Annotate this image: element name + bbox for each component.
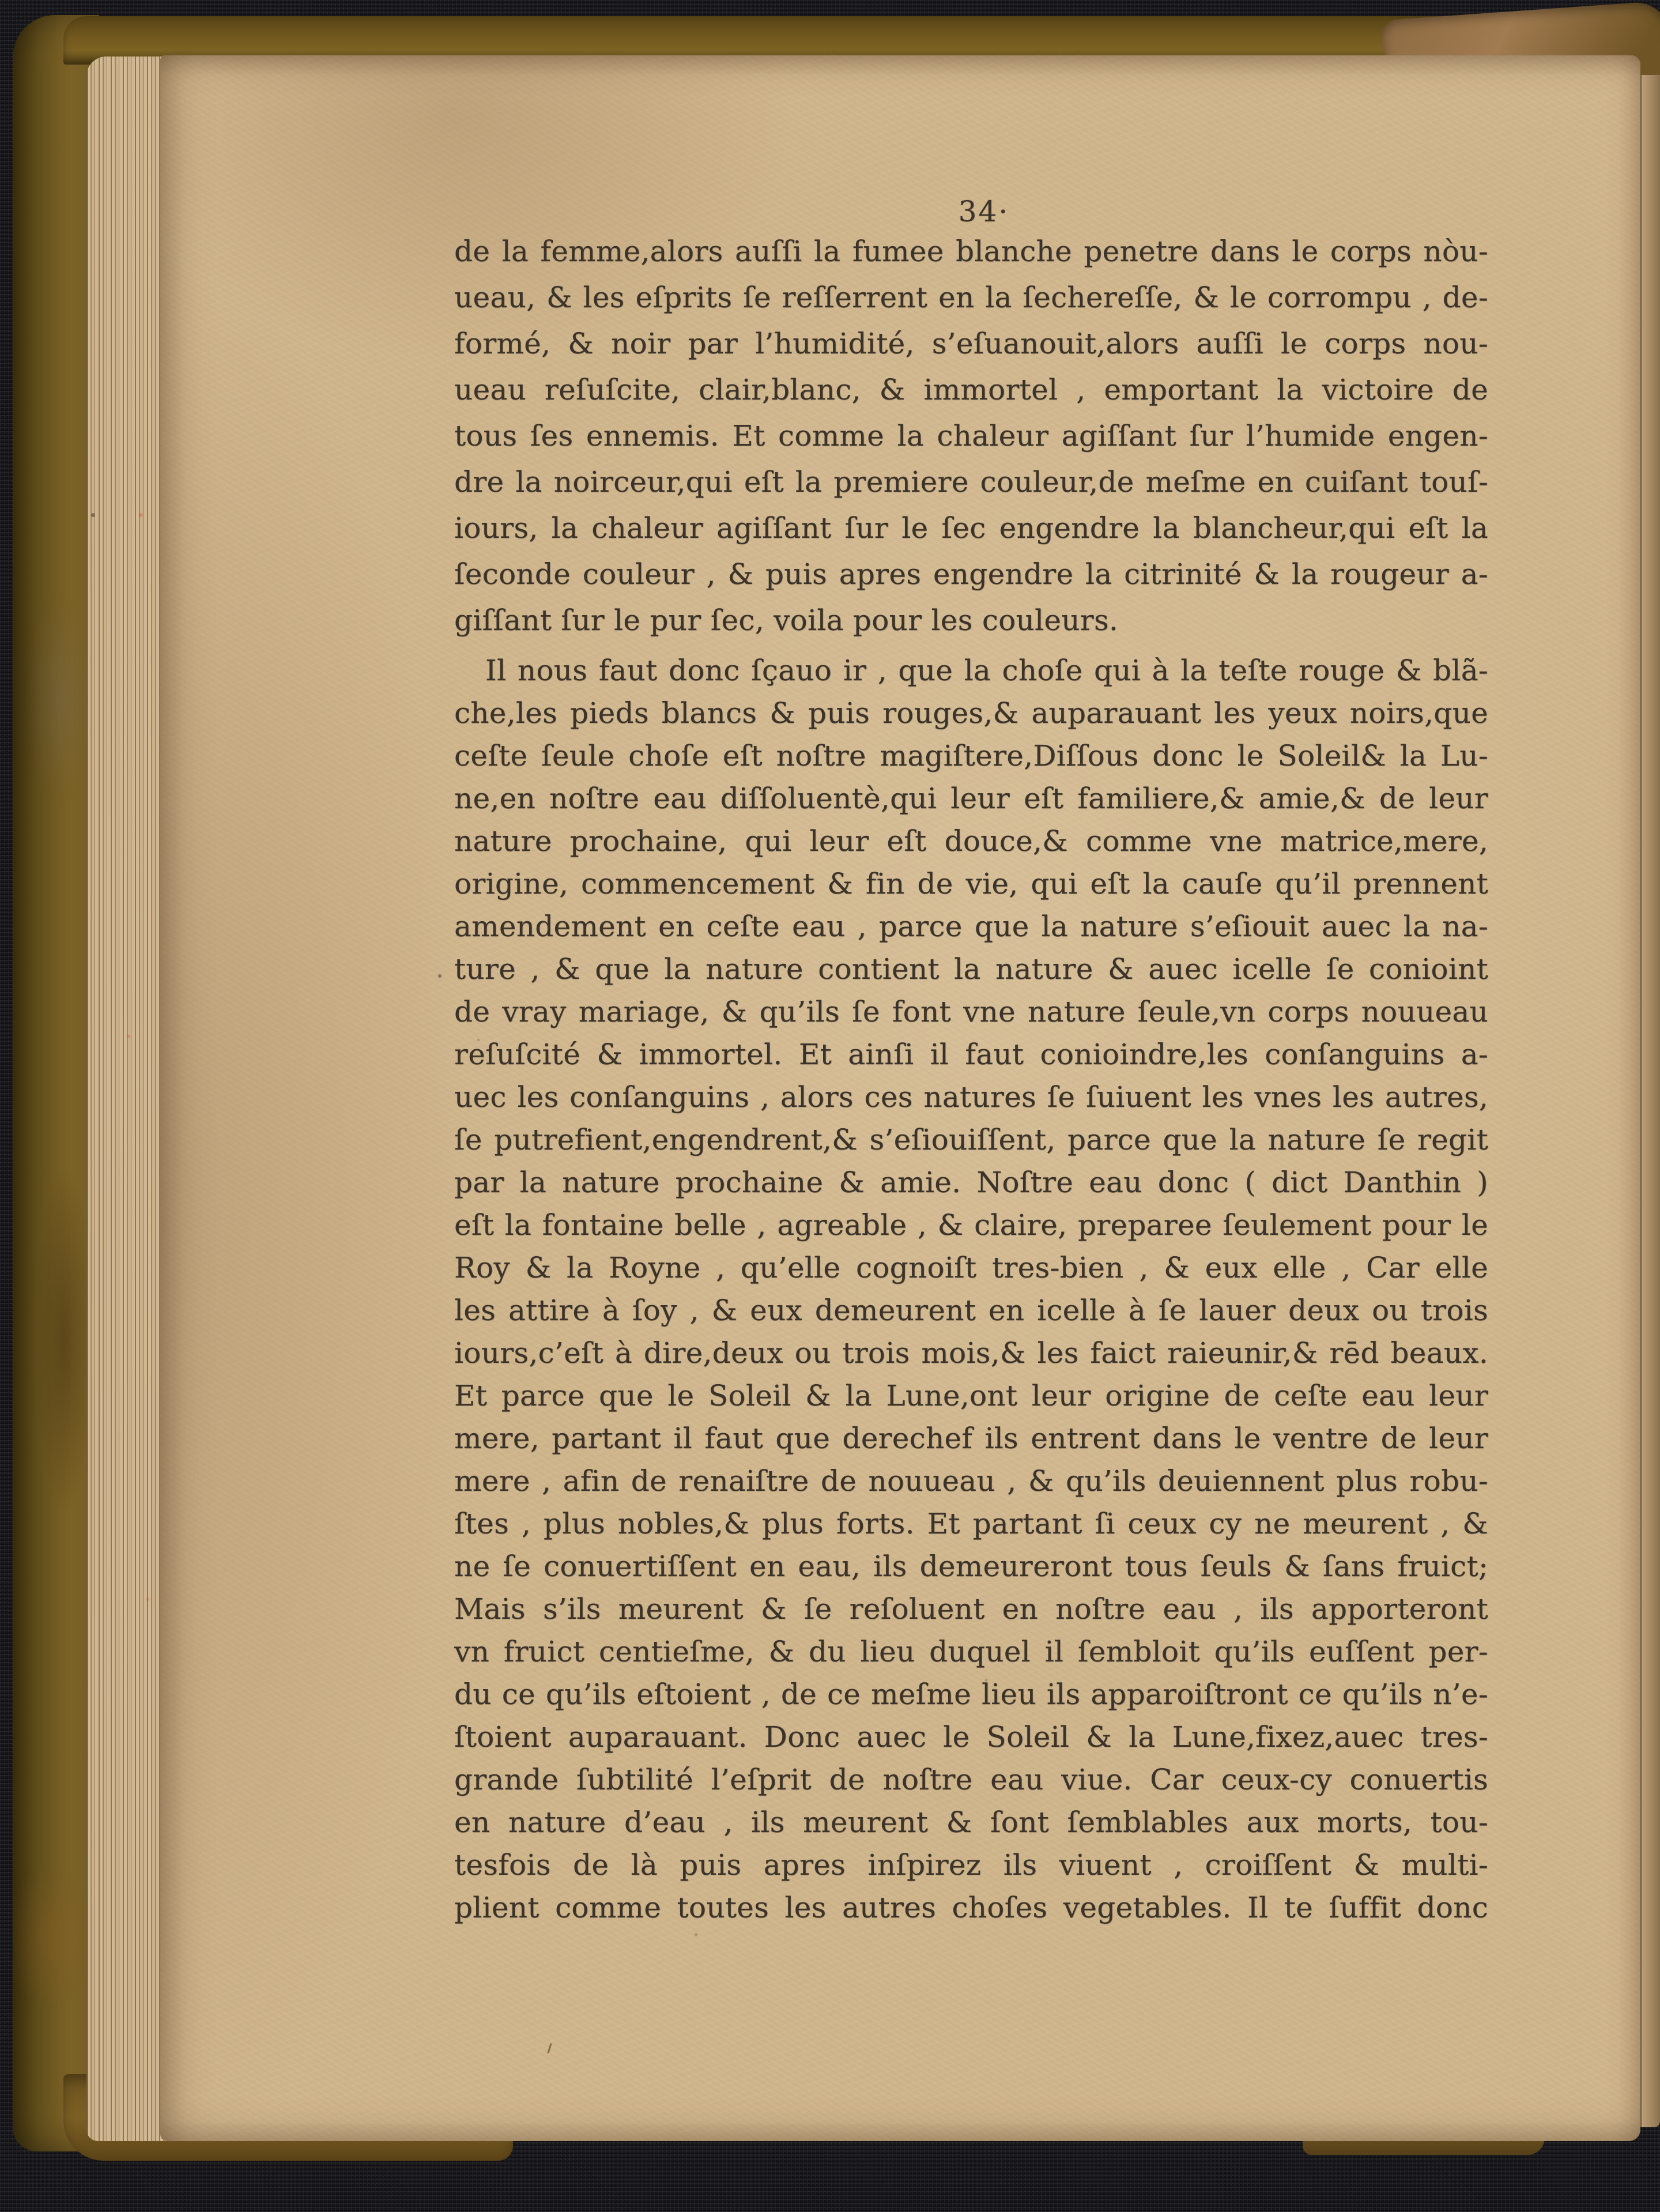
text-line: Mais s’ils meurent & ſe reſoluent en noſtre eau , ils apporteront [454, 1592, 1488, 1626]
text-line: iours, la chaleur agiſſant ſur le ſec engendre la blancheur,qui eſt la [454, 511, 1488, 545]
text-line: reſuſcité & immortel. Et ainſi il faut conioindre,les conſanguins a- [454, 1038, 1488, 1071]
text-line: tesfois de là puis apres inſpirez ils viuent , croiſſent & multi- [454, 1848, 1488, 1882]
text-line: Roy & la Royne , qu’elle cognoiſt tres-bien , & eux elle , Car elle [454, 1251, 1488, 1284]
text-line: eſt la fontaine belle , agreable , & claire, preparee ſeulement pour le [454, 1208, 1488, 1242]
text-line: Il nous faut donc ſçauo ir , que la choſe qui à la teſte rouge & blã- [485, 654, 1488, 687]
text-line: ſeconde couleur , & puis apres engendre la citrinité & la rougeur a- [454, 557, 1488, 591]
text-line: ſe putrefient,engendrent,& s’eſiouiſſent, parce que la nature ſe regit [454, 1123, 1488, 1156]
text-line: ſtoient auparauant. Donc auec le Soleil & la Lune,fixez,auec tres- [454, 1720, 1488, 1754]
ink-speck [91, 513, 95, 517]
text-line: ne ſe conuertiſſent en eau, ils demeureront tous ſeuls & ſans fruict; [454, 1550, 1488, 1583]
text-line: ne,en noſtre eau diſſoluentè,qui leur eſt familiere,& amie,& de leur [454, 782, 1488, 815]
text-line: tous ſes ennemis. Et comme la chaleur agiſſant ſur l’humide engen- [454, 419, 1488, 453]
text-line: iours,c’eſt à dire,deux ou trois mois,& les faict raieunir,& rēd beaux. [454, 1336, 1488, 1370]
page-content [454, 0, 1488, 1924]
text-line: vn fruict centieſme, & du lieu duquel il ſembloit qu’ils euſſent per- [454, 1635, 1488, 1668]
text-line: par la nature prochaine & amie. Noſtre eau donc ( dict Danthin ) [454, 1166, 1488, 1199]
paragraph-2 [454, 649, 1488, 1929]
text-line: formé, & noir par l’humidité, s’eſuanouit,alors auſſi le corps nou- [454, 327, 1488, 360]
fore-edge-pages [1640, 75, 1660, 2127]
text-line: ſtes , plus nobles,& plus forts. Et partant ſi ceux cy ne meurent , & [454, 1507, 1488, 1540]
page-number: 34· [958, 195, 1010, 228]
text-line: ueau, & les eſprits ſe reſſerrent en la ſechereſſe, & le corrompu , de- [454, 281, 1488, 314]
text-line: dre la noirceur,qui eſt la premiere couleur,de meſme en cuiſant touſ- [454, 465, 1488, 499]
text-line: plient comme toutes les autres choſes vegetables. Il te ſuffit donc [454, 1891, 1488, 1924]
text-line: mere , afin de renaiſtre de nouueau , & qu’ils deuiennent plus robu- [454, 1464, 1488, 1498]
text-line: grande ſubtilité l’eſprit de noſtre eau viue. Car ceux-cy conuertis [454, 1763, 1488, 1796]
text-line: ceſte ſeule choſe eſt noſtre magiſtere,Diſſous donc le Soleil& la Lu- [454, 739, 1488, 772]
text-line: giſſant ſur le pur ſec, voila pour les couleurs. [454, 604, 1119, 637]
text-line: en nature d’eau , ils meurent & ſont ſemblables aux morts, tou- [454, 1806, 1488, 1839]
text-line: nature prochaine, qui leur eſt douce,& comme vne matrice,mere, [454, 824, 1488, 858]
text-line: amendement en ceſte eau , parce que la nature s’eſiouit auec la na- [454, 910, 1488, 943]
text-line: mere, partant il faut que derechef ils entrent dans le ventre de leur [454, 1422, 1488, 1455]
text-line: ueau reſuſcite, clair,blanc, & immortel , emportant la victoire de [454, 373, 1488, 406]
ink-speck [438, 974, 442, 978]
text-line: ture , & que la nature contient la nature & auec icelle ſe conioint [454, 952, 1488, 986]
text-line: Et parce que le Soleil & la Lune,ont leur origine de ceſte eau leur [454, 1379, 1488, 1412]
text-line: origine, commencement & fin de vie, qui eſt la cauſe qu’il prennent [454, 867, 1488, 900]
paragraph-1 [454, 228, 1488, 643]
text-line: de vray mariage, & qu’ils ſe font vne nature ſeule,vn corps nouueau [454, 995, 1488, 1028]
text-line: uec les conſanguins , alors ces natures ſe ſuiuent les vnes les autres, [454, 1080, 1488, 1114]
text-line: les attire à ſoy , & eux demeurent en icelle à ſe lauer deux ou trois [454, 1294, 1488, 1327]
text-line: che,les pieds blancs & puis rouges,& auparauant les yeux noirs,que [454, 696, 1488, 730]
text-line: du ce qu’ils eſtoient , de ce meſme lieu ils apparoiſtront ce qu’ils n’e- [454, 1678, 1488, 1711]
text-line: de la femme,alors auſſi la fumee blanche penetre dans le corps nòu- [454, 235, 1488, 268]
